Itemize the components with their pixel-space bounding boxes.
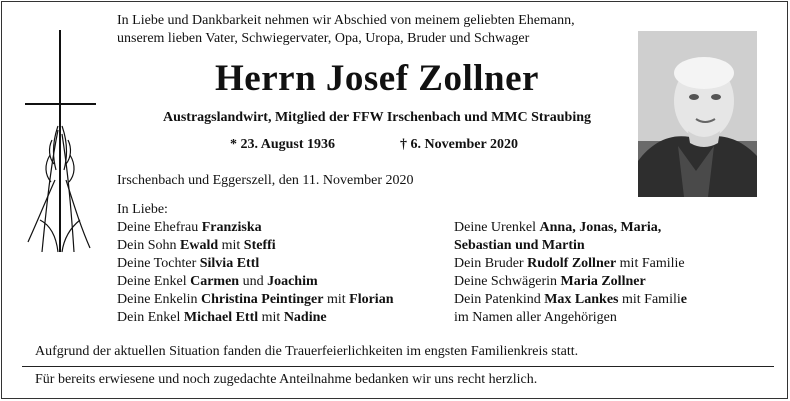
- intro-text: [117, 12, 597, 48]
- birth-date: * 23. August 1936: [230, 137, 336, 152]
- mourner-line: Deine Schwägerin Maria Zollner: [454, 274, 646, 289]
- mourner-line: Dein Sohn Ewald mit Steffi: [117, 238, 276, 253]
- mourner-line: Deine Enkel Carmen und Joachim: [117, 274, 318, 289]
- mourner-line: Deine Tochter Silvia Ettl: [117, 256, 260, 271]
- mourner-line: Deine Ehefrau Franziska: [117, 220, 262, 235]
- in-liebe-label: In Liebe:: [117, 202, 168, 217]
- mourners-right: [454, 219, 687, 327]
- mourner-line: Dein Enkel Michael Ettl mit Nadine: [117, 310, 327, 325]
- mourner-line: Deine Urenkel Anna, Jonas, Maria,: [454, 220, 662, 235]
- notice-text: Aufgrund der aktuellen Situation fanden die Trauerfeierlichkeiten im engsten Familienkreis statt.: [35, 344, 579, 359]
- divider: [22, 366, 774, 367]
- deceased-role: Austragslandwirt, Mitglied der FFW Irschenbach und MMC Straubing: [162, 110, 592, 125]
- deceased-name: Herrn Josef Zollner: [215, 58, 539, 99]
- portrait-photo: [638, 31, 757, 197]
- intro-line-1: In Liebe und Dankbarkeit nehmen wir Abschied von meinem geliebten Ehemann,: [117, 13, 575, 28]
- cross-with-wheat-icon: [22, 30, 102, 260]
- mourner-line: im Namen aller Angehörigen: [454, 310, 617, 325]
- mourner-line: Sebastian und Martin: [454, 238, 585, 253]
- mourner-line: Deine Enkelin Christina Peintinger mit Florian: [117, 292, 394, 307]
- mourner-line: Dein Patenkind Max Lankes mit Familie: [454, 292, 687, 307]
- place-date: Irschenbach und Eggerszell, den 11. November 2020: [117, 173, 414, 188]
- mourner-line: Dein Bruder Rudolf Zollner mit Familie: [454, 256, 685, 271]
- death-date: † 6. November 2020: [400, 137, 518, 152]
- mourners-left: [117, 219, 394, 327]
- thanks-text: Für bereits erwiesene und noch zugedachte Anteilnahme bedanken wir uns recht herzlich.: [35, 372, 538, 387]
- intro-line-2: unserem lieben Vater, Schwiegervater, Opa, Uropa, Bruder und Schwager: [117, 31, 530, 46]
- portrait-silhouette: [638, 31, 757, 197]
